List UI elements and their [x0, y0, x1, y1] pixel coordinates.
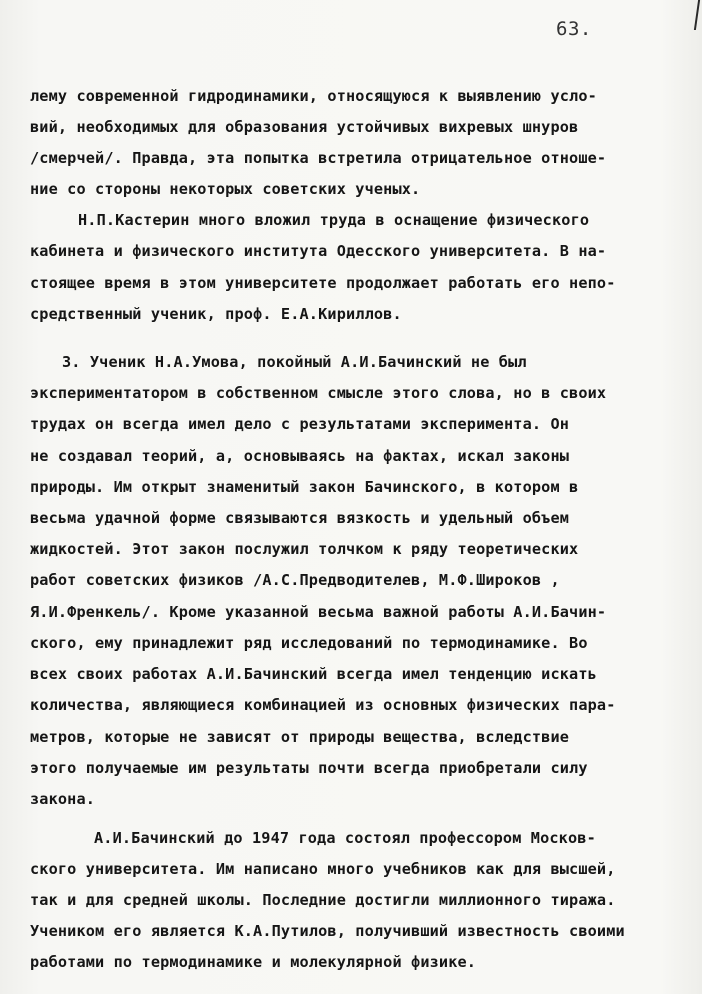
text-line: работами по термодинамике и молекулярной физике.	[30, 953, 477, 971]
text-line: закона.	[30, 790, 96, 808]
text-line: ского, ему принадлежит ряд исследований по термодинамике. Во	[30, 634, 588, 652]
text-line: трудах он всегда имел дело с результатами эксперимента. Он	[30, 415, 570, 433]
text-line: лему современной гидродинамики, относящуюся к выявлению усло-	[30, 87, 597, 105]
text-line: весьма удачной форме связываются вязкость и удельный объем	[30, 509, 570, 527]
text-line: Я.И.Френкель/. Кроме указанной весьма важной работы А.И.Бачин-	[30, 603, 607, 621]
text-line: жидкостей. Этот закон послужил толчком к ряду теоретических	[30, 540, 579, 558]
text-line: всех своих работах А.И.Бачинский всегда имел тенденцию искать	[30, 665, 597, 683]
page-number: 63.	[556, 18, 592, 40]
text-line: экспериментатором в собственном смысле этого слова, но в своих	[30, 384, 607, 402]
text-line: средственный ученик, проф. Е.А.Кириллов.	[30, 305, 402, 323]
text-line: /смерчей/. Правда, эта попытка встретила отрицательное отноше-	[30, 149, 607, 167]
page-edge-mark	[694, 0, 700, 30]
text-line: ского университета. Им написано много учебников как для высшей,	[30, 860, 616, 878]
text-line: 3. Ученик Н.А.Умова, покойный А.И.Бачинский не был	[62, 353, 527, 371]
text-line: так и для средней школы. Последние достигли миллионного тиража.	[30, 891, 616, 909]
text-line: этого получаемые им результаты почти всегда приобретали силу	[30, 759, 588, 777]
text-line: А.И.Бачинский до 1947 года состоял профессором Москов-	[94, 829, 596, 847]
text-line: кабинета и физического института Одесского университета. В на-	[30, 242, 607, 260]
text-line: Н.П.Кастерин много вложил труда в оснащение физического	[78, 211, 590, 229]
text-line: не создавал теорий, а, основываясь на фактах, искал законы	[30, 447, 570, 465]
text-line: метров, которые не зависят от природы вещества, вследствие	[30, 728, 570, 746]
text-line: работ советских физиков /А.С.Предводителев, М.Ф.Широков ,	[30, 571, 560, 589]
text-line: Учеником его является К.А.Путилов, получивший известность своими	[30, 922, 625, 940]
text-line: вий, необходимых для образования устойчивых вихревых шнуров	[30, 118, 579, 136]
text-line: стоящее время в этом университете продолжает работать его непо-	[30, 274, 616, 292]
text-line: количества, являющиеся комбинацией из основных физических пара-	[30, 696, 616, 714]
text-line: ние со стороны некоторых советских ученых.	[30, 180, 421, 198]
text-line: природы. Им открыт знаменитый закон Бачинского, в котором в	[30, 478, 579, 496]
